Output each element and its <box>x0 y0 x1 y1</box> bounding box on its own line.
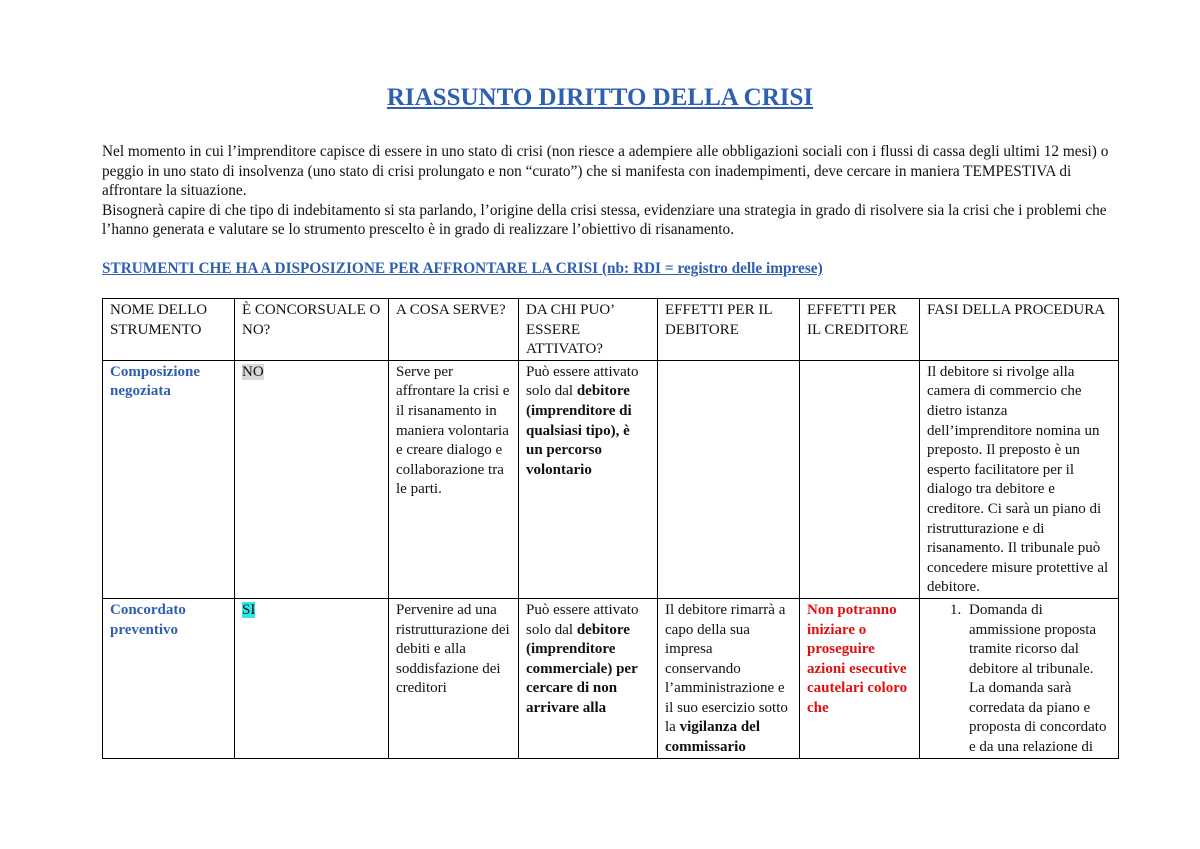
cell-concorsuale <box>235 598 389 758</box>
table-header-row <box>103 299 1119 361</box>
header-cell-attivato: DA CHI PUO’ ESSERE ATTIVATO? <box>519 299 658 361</box>
cell-tool-name: Composizione negoziata <box>103 360 235 598</box>
intro-paragraph-2: Bisognerà capire di che tipo di indebitamento si sta parlando, l’origine della crisi stessa, evidenziare una strategia in grado di risolvere sia la crisi che i problemi che l’hanno generata e valutare se lo strumento prescelto è in grado di realizzare l’obiettivo di risanamento. <box>102 201 1107 239</box>
fasi-list <box>927 601 1111 758</box>
cell-attivato <box>519 598 658 758</box>
attivato-bold-text: debitore (imprenditore commerciale) per cercare di non arrivare alla <box>526 621 638 716</box>
cell-effetti-debitore <box>658 360 800 598</box>
section-subtitle: STRUMENTI CHE HA A DISPOSIZIONE PER AFFRONTARE LA CRISI (nb: RDI = registro delle imprese) <box>102 260 823 277</box>
effetti-debitore-text: Il debitore rimarrà a capo della sua impresa conservando l’amministrazione e il suo esercizio sotto la <box>665 601 788 736</box>
cell-effetti-creditore <box>800 360 920 598</box>
header-cell-effetti-debitore: EFFETTI PER IL DEBITORE <box>658 299 800 361</box>
cell-effetti-creditore: Non potranno iniziare o proseguire azioni esecutive cautelari coloro che <box>800 598 920 758</box>
cell-concorsuale <box>235 360 389 598</box>
tools-table <box>102 298 1119 759</box>
cell-serve: Pervenire ad una ristrutturazione dei debiti e alla soddisfazione dei creditori <box>389 598 519 758</box>
table-row <box>103 598 1119 758</box>
table-row <box>103 360 1119 598</box>
attivato-text: Può essere attivato solo dal <box>526 601 639 638</box>
concorsuale-badge: NO <box>242 363 264 380</box>
attivato-bold-text: debitore (imprenditore di qualsiasi tipo), è un percorso volontario <box>526 383 632 478</box>
cell-fasi <box>920 598 1119 758</box>
list-item: 1. Domanda di ammissione proposta tramite ricorso dal debitore al tribunale. La domanda sarà corredata da piano e proposta di concordato e da una relazione di <box>965 601 1111 758</box>
intro-paragraph-1: Nel momento in cui l’imprenditore capisce di essere in uno stato di crisi (non riesce a adempiere alle obbligazioni sociali con i flussi di cassa degli ultimi 12 mesi) o peggio in uno stato di insolvenza (uno stato di crisi prolungato e non “curato”) che si manifesta con inadempimenti, deve cercare in maniera TEMPESTIVA di affrontare la situazione. <box>102 143 1109 200</box>
cell-serve: Serve per affrontare la crisi e il risanamento in maniera volontaria e creare dialogo e collaborazione tra le parti. <box>389 360 519 598</box>
cell-attivato <box>519 360 658 598</box>
header-cell-fasi: FASI DELLA PROCEDURA <box>920 299 1119 361</box>
header-cell-serve: A COSA SERVE? <box>389 299 519 361</box>
header-cell-effetti-creditore: EFFETTI PER IL CREDITORE <box>800 299 920 361</box>
document-title: RIASSUNTO DIRITTO DELLA CRISI <box>386 84 814 111</box>
cell-effetti-debitore <box>658 598 800 758</box>
effetti-debitore-bold-text: vigilanza del commissario <box>665 719 760 756</box>
header-cell-concorsuale: È CONCORSUALE O NO? <box>235 299 389 361</box>
attivato-text: Può essere attivato solo dal <box>526 363 639 400</box>
intro-text <box>102 142 1112 240</box>
cell-tool-name: Concordato preventivo <box>103 598 235 758</box>
cell-fasi: Il debitore si rivolge alla camera di commercio che dietro istanza dell’imprenditore nomina un preposto. Il preposto è un esperto facilitatore per il dialogo tra debitore e creditore. Ci sarà un piano di ristrutturazione e di risanamento. Il tribunale può concedere misure protettive al debitore. <box>920 360 1119 598</box>
header-cell-name: NOME DELLO STRUMENTO <box>103 299 235 361</box>
concorsuale-badge: SI <box>242 601 256 618</box>
